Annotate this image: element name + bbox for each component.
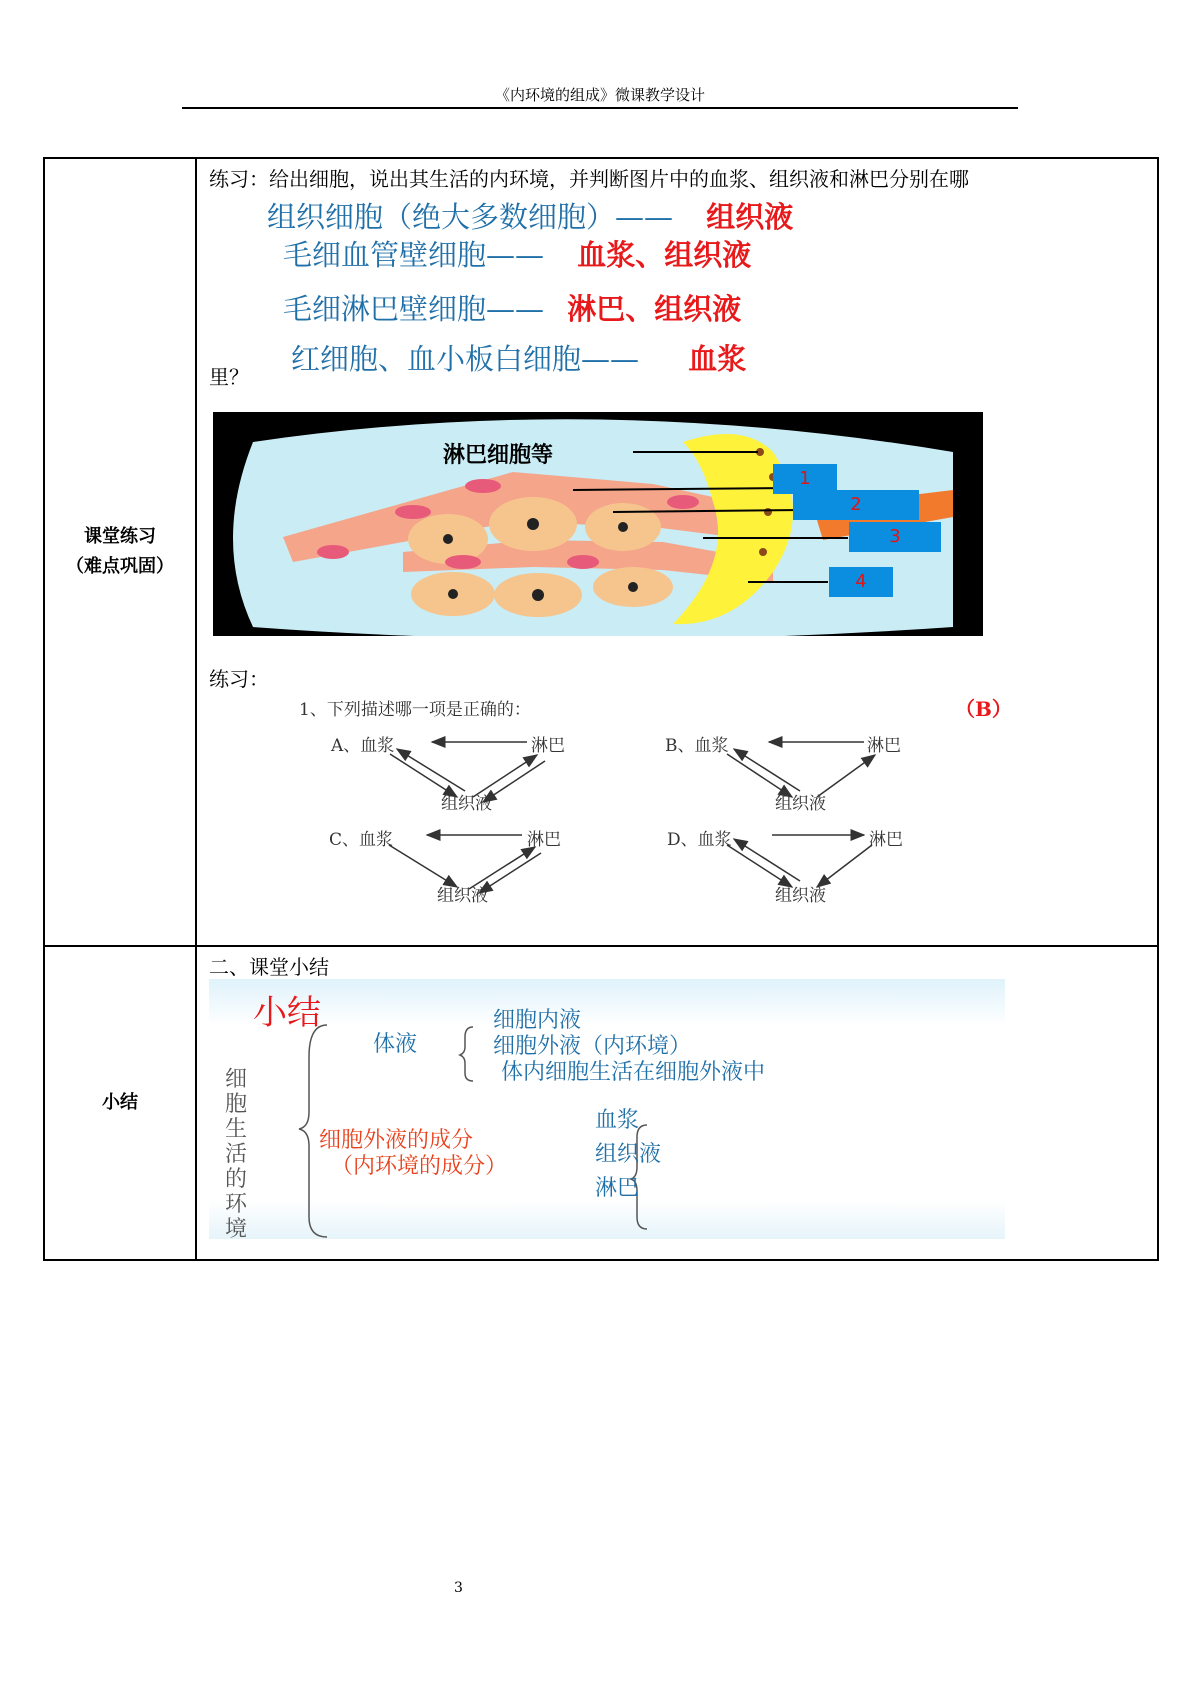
- option-c-tissue: 组织液: [437, 886, 488, 906]
- summary-body-fluid: 体液: [373, 1032, 418, 1057]
- summary-component-tissue: 组织液: [595, 1142, 662, 1167]
- row-label-summary: 小结: [44, 946, 196, 1260]
- pair-env: 组织液: [706, 200, 794, 234]
- option-d-tissue: 组织液: [775, 886, 826, 906]
- pair-env: 淋巴、组织液: [567, 292, 742, 326]
- summary-components-line1: 细胞外液的成分: [319, 1128, 474, 1153]
- box-label-1: 1: [773, 464, 837, 494]
- pair-1: [267, 195, 793, 236]
- summary-extracellular: 细胞外液（内环境）: [493, 1034, 692, 1059]
- option-b-lymph: 淋巴: [867, 736, 901, 756]
- option-b: B、血浆: [665, 736, 729, 756]
- practice-content: [196, 158, 1158, 946]
- page-number: 3: [454, 1580, 463, 1596]
- exercise-intro-tail: 里？: [209, 365, 249, 389]
- header-title: 《内环境的组成》微课教学设计: [494, 86, 705, 104]
- summary-title: 小结: [253, 993, 321, 1033]
- box-label-3: 3: [849, 522, 941, 552]
- exercise-intro: 练习：给出细胞，说出其生活的内环境，并判断图片中的血浆、组织液和淋巴分别在哪: [209, 167, 969, 191]
- option-c: C、血浆: [329, 830, 394, 850]
- pair-4: [291, 337, 746, 378]
- pair-cell: 毛细淋巴壁细胞——: [283, 292, 545, 326]
- table-row: [44, 946, 1158, 1260]
- summary-vertical-title: 细 胞 生 活 的 环 境: [225, 1067, 248, 1242]
- option-a: A、血浆: [331, 736, 395, 756]
- pair-cell: 组织细胞（绝大多数细胞）——: [267, 200, 674, 234]
- pair-3: [283, 287, 741, 328]
- label-line1: 课堂练习: [84, 526, 156, 547]
- lymph-cell-label: 淋巴细胞等: [443, 442, 554, 468]
- exercise2-label: 练习：: [209, 667, 269, 691]
- box-label-4: 4: [829, 567, 893, 597]
- summary-components-line2: （内环境的成分）: [331, 1154, 508, 1179]
- pair-cell: 毛细血管壁细胞——: [283, 238, 545, 272]
- header-rule: [182, 107, 1018, 109]
- option-d-lymph: 淋巴: [869, 830, 903, 850]
- capillary-diagram: [213, 412, 983, 636]
- lesson-table: [43, 157, 1159, 1261]
- pair-cell: 红细胞、血小板白细胞——: [291, 342, 640, 376]
- summary-intracellular: 细胞内液: [493, 1008, 582, 1033]
- summary-heading: 二、课堂小结: [209, 955, 329, 979]
- summary-component-plasma: 血浆: [595, 1108, 640, 1133]
- answer: （B）: [955, 697, 1012, 721]
- option-b-tissue: 组织液: [775, 794, 826, 814]
- box-label-2: 2: [793, 490, 919, 520]
- summary-content: [196, 946, 1158, 1260]
- table-row: [44, 158, 1158, 946]
- pair-env: 血浆、组织液: [577, 238, 752, 272]
- summary-component-lymph: 淋巴: [595, 1176, 640, 1201]
- option-a-lymph: 淋巴: [531, 736, 565, 756]
- pair-env: 血浆: [688, 342, 747, 376]
- question: 1、下列描述哪一项是正确的：: [299, 700, 531, 720]
- option-a-tissue: 组织液: [441, 794, 492, 814]
- row-label-practice: [44, 158, 196, 946]
- summary-note: 体内细胞生活在细胞外液中: [501, 1060, 766, 1085]
- option-c-lymph: 淋巴: [527, 830, 561, 850]
- label-line2: （难点巩固）: [66, 556, 174, 577]
- option-d: D、血浆: [667, 830, 732, 850]
- pair-2: [283, 233, 751, 274]
